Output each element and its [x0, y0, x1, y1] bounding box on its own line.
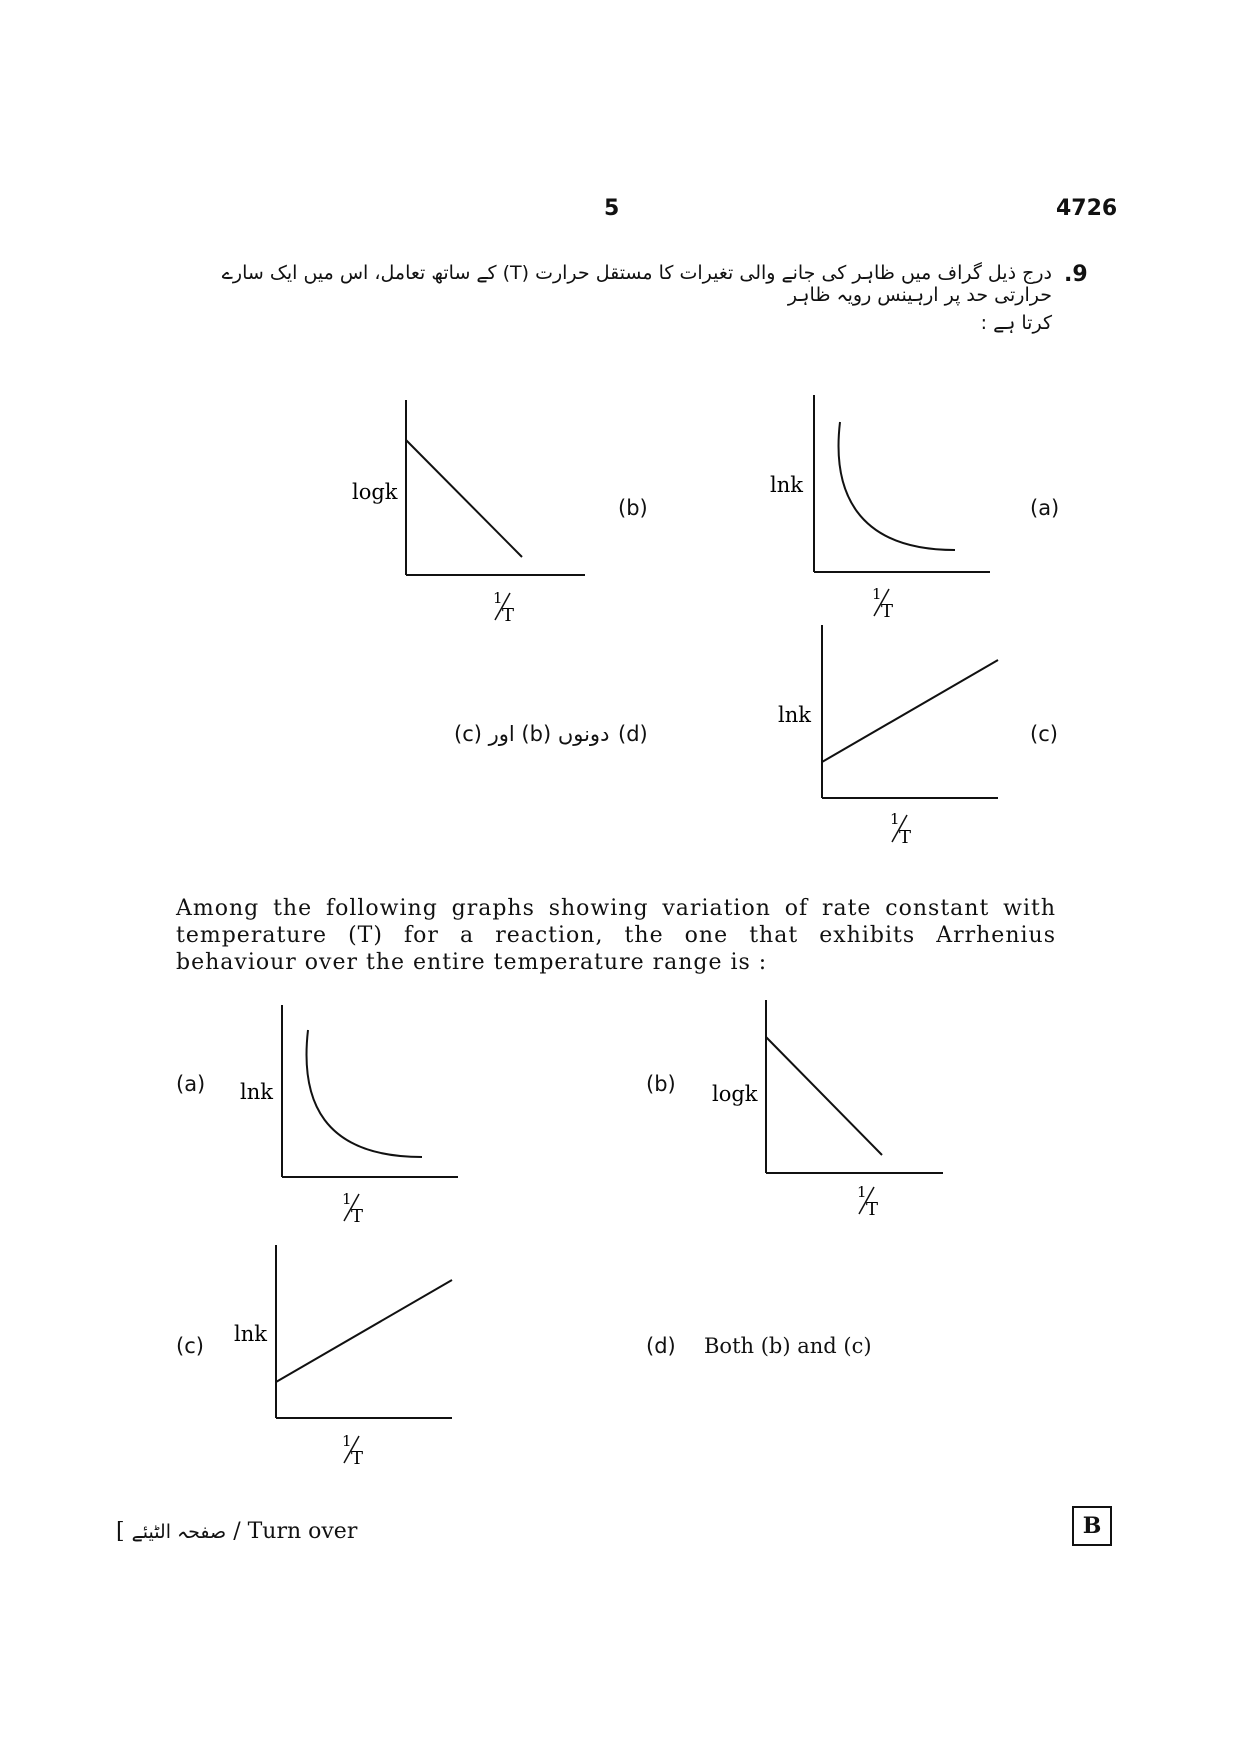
x-axis-numerator: 1: [493, 589, 503, 607]
x-axis-denominator: T: [502, 605, 515, 626]
urdu-option-b-label: (b): [618, 496, 648, 520]
english-option-b-label: (b): [646, 1072, 676, 1096]
x-axis-numerator: 1: [890, 810, 900, 828]
turn-over-text: Turn over: [247, 1519, 358, 1544]
y-axis-label: logk: [712, 1082, 758, 1106]
x-axis-numerator: 1: [342, 1432, 352, 1450]
x-axis-numerator: 1: [857, 1183, 867, 1201]
urdu-question-line-1: درج ذیل گراف میں ظاہر کی جانے والی تغیرات کا مستقل حرارت (T) کے ساتھ تعامل، اس میں ایک سارے حرارتی حد پر ارہینس رویہ ظاہر: [221, 262, 1052, 306]
y-axis-label: lnk: [240, 1080, 273, 1104]
turn-over-footer: [116, 1519, 357, 1544]
x-axis-denominator: T: [351, 1206, 364, 1227]
y-axis-label: logk: [352, 480, 398, 504]
booklet-series-box: B: [1072, 1506, 1112, 1546]
urdu-option-d-text: دونوں (b) اور (c): [454, 722, 610, 746]
footer-separator: /: [233, 1519, 241, 1544]
urdu-graph-c: [778, 620, 1038, 860]
turn-over-urdu: صفحہ الٹیئے: [131, 1521, 227, 1543]
english-question-text: Among the following graphs showing variation of rate constant with temperature (T) for a reaction, the one that exhibits Arrhenius behaviour over the entire temperature range is :: [176, 896, 1056, 975]
urdu-graph-a: [770, 390, 1030, 630]
x-axis-denominator: T: [899, 827, 912, 848]
urdu-option-a-label: (a): [1030, 496, 1060, 520]
x-axis-denominator: T: [866, 1199, 879, 1220]
footer-bracket: [: [116, 1519, 125, 1544]
urdu-option-c-label: (c): [1030, 722, 1058, 746]
page-number: 5: [604, 196, 620, 221]
english-option-a-label: (a): [176, 1072, 206, 1096]
y-axis-label: lnk: [770, 473, 803, 497]
y-axis-label: lnk: [234, 1322, 267, 1346]
x-axis-denominator: T: [881, 601, 894, 622]
english-graph-b: [710, 995, 970, 1235]
english-option-c-label: (c): [176, 1334, 204, 1358]
question-number: .9: [1064, 262, 1088, 287]
x-axis-numerator: 1: [872, 585, 882, 603]
y-axis-label: lnk: [778, 703, 811, 727]
urdu-graph-b: [340, 395, 600, 635]
urdu-option-d-label: (d): [618, 722, 648, 746]
english-graph-a: [240, 1000, 500, 1240]
paper-code: 4726: [1056, 196, 1118, 221]
english-option-d-label: (d): [646, 1334, 676, 1358]
x-axis-numerator: 1: [342, 1190, 352, 1208]
english-option-d-text: Both (b) and (c): [704, 1334, 872, 1358]
urdu-question-line-2: کرتا ہے :: [980, 312, 1052, 334]
english-graph-c: [234, 1240, 494, 1480]
x-axis-denominator: T: [351, 1448, 364, 1469]
